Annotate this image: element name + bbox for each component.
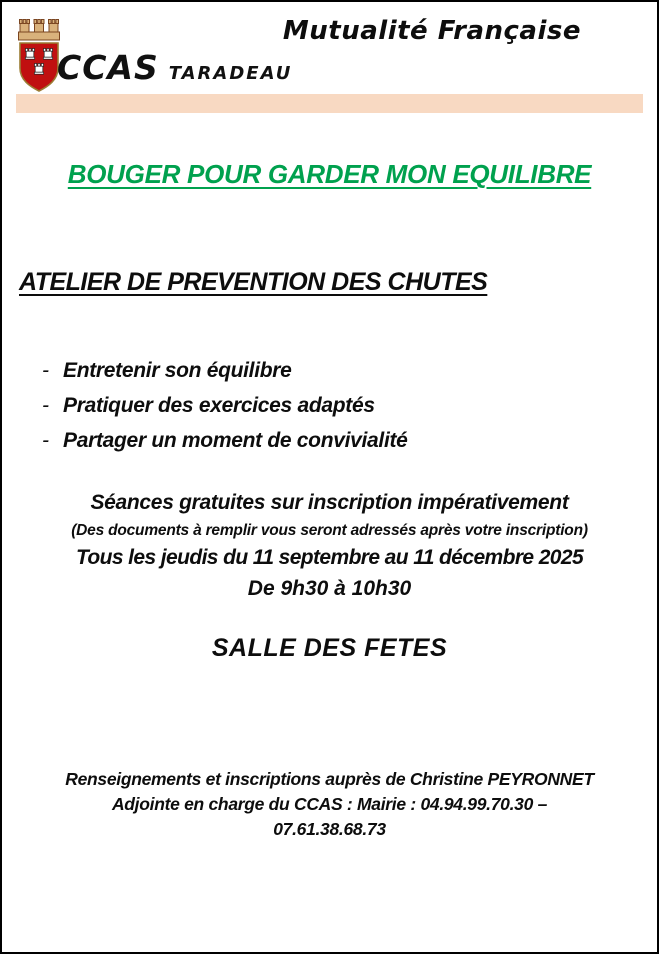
contact-line: Adjointe en charge du CCAS : Mairie : 04.94.99.70.30 –	[111, 794, 548, 814]
dash-bullet-icon: -	[42, 429, 49, 452]
dash-bullet-icon: -	[42, 394, 49, 417]
org-name: CCAS	[57, 48, 159, 87]
session-details	[2, 488, 657, 604]
workshop-subtitle: ATELIER DE PREVENTION DES CHUTES	[19, 268, 488, 296]
list-item-text: Entretenir son équilibre	[63, 359, 292, 382]
list-item-text: Pratiquer des exercices adaptés	[63, 394, 375, 417]
partner-name: Mutualité Française	[282, 16, 581, 46]
documents-note: (Des documents à remplir vous seront adressés après votre inscription)	[71, 522, 588, 539]
list-item	[42, 423, 408, 458]
contact-line: Renseignements et inscriptions auprès de Christine PEYRONNET	[65, 769, 594, 789]
header-band	[16, 94, 643, 113]
time-line: De 9h30 à 10h30	[247, 577, 412, 600]
org-location: TARADEAU	[168, 63, 293, 84]
dash-bullet-icon: -	[42, 359, 49, 382]
page-title: BOUGER POUR GARDER MON EQUILIBRE	[67, 159, 592, 189]
registration-line: Séances gratuites sur inscription impérativement	[90, 491, 569, 514]
list-item	[42, 388, 408, 423]
taradeau-crest-icon	[16, 18, 62, 96]
contact-info	[2, 767, 657, 842]
benefits-list	[42, 353, 408, 458]
org-title	[57, 48, 292, 87]
list-item	[42, 353, 408, 388]
contact-line: 07.61.38.68.73	[273, 819, 386, 839]
venue-name: SALLE DES FETES	[211, 634, 448, 662]
list-item-text: Partager un moment de convivialité	[63, 429, 408, 452]
dates-line: Tous les jeudis du 11 septembre au 11 décembre 2025	[75, 546, 584, 569]
